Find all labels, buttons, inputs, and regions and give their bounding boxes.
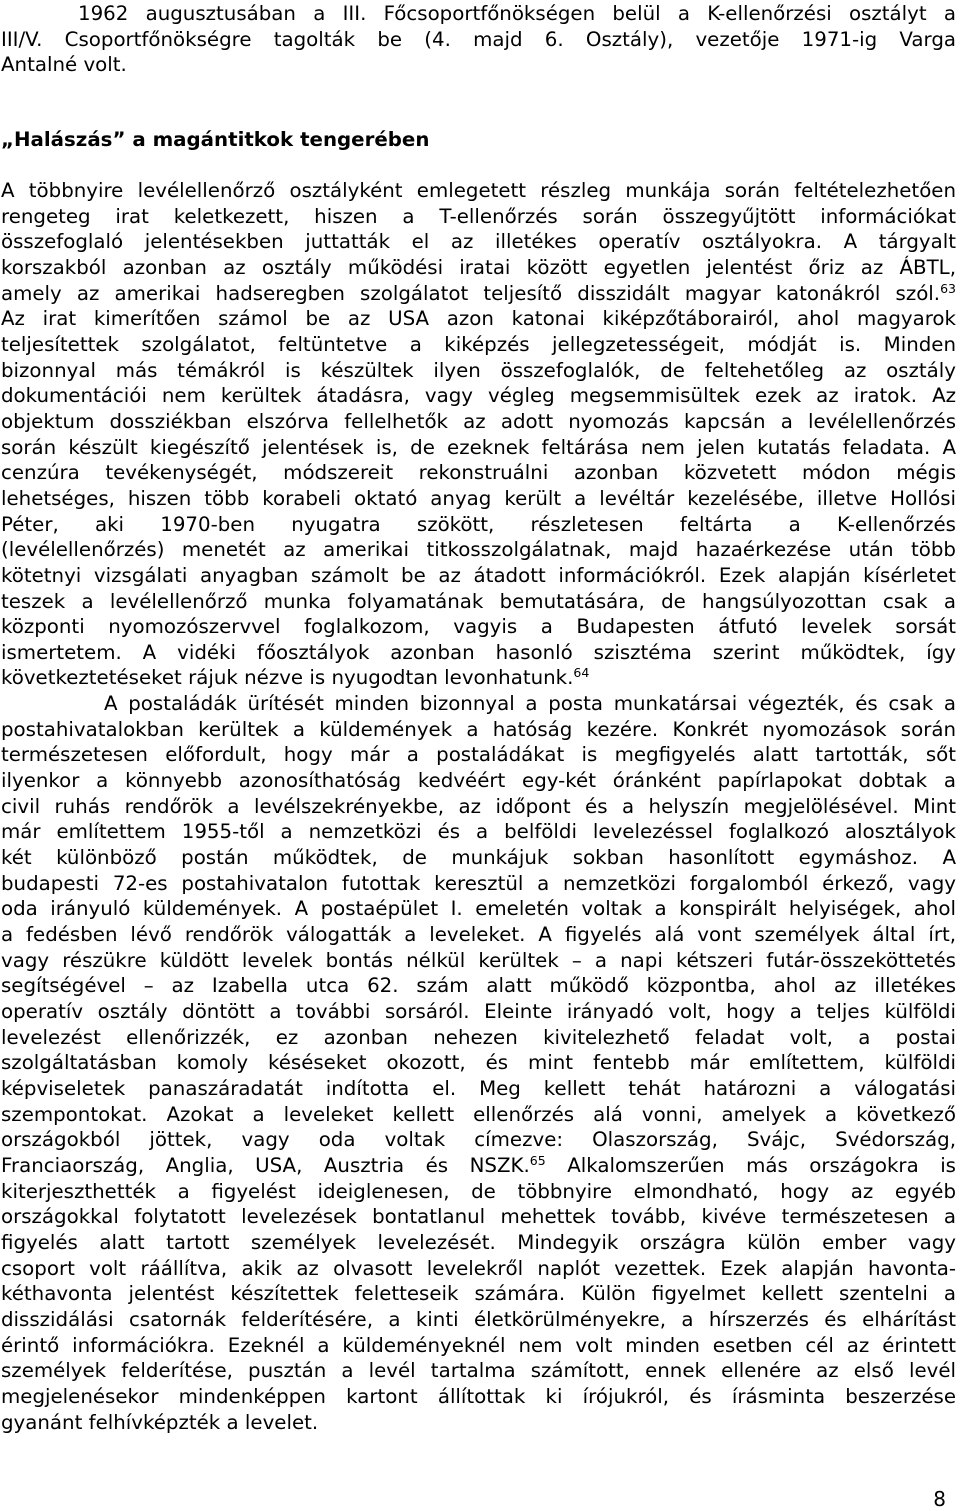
text-line: cenzúra tevékenységét, módszereit rekonstruálni azonban közvetett módon mégis bbox=[1, 461, 956, 485]
text-line: országokkal folytatott levelezések bontatlanul mehettek tovább, kivéve természetesen a bbox=[1, 1205, 956, 1229]
text-segment: következtetéseket rájuk nézve is nyugodtan levonhatunk. bbox=[1, 666, 574, 690]
text-line: gyanánt felhívképzték a levelet. bbox=[1, 1410, 319, 1434]
text-line: ilyenkor a könnyebb azonosíthatóság kedvéért egy-két óránként papírlapokat dobtak a bbox=[1, 769, 956, 793]
text-line: A postaládák ürítését minden bizonnyal a posta munkatársai végezték, és csak a bbox=[104, 692, 956, 716]
text-line: Az irat kimerítően számol be az USA azon katonai kiképzőtáborairól, ahol magyarok bbox=[1, 307, 956, 331]
text-line: természetesen előfordult, hogy már a postaládákat is megfigyelés alatt tartották, sőt bbox=[1, 743, 956, 767]
text-line: kötetnyi vizsgálati anyagban számolt be az átadott információkról. Ezek alapján kísérletet bbox=[1, 563, 956, 587]
document-page bbox=[1, 1, 956, 1435]
text-line: disszidálási csatornák felderítésére, a kinti életkörülményekre, a hírszerzés és elhárítást bbox=[1, 1307, 956, 1331]
text-line: (levélellenőrzés) menetét az amerikai titkosszolgálatnak, majd hazaérkezése után több bbox=[1, 538, 956, 562]
text-line: során készült kiegészítő jelentések is, de ezeknek feltárása nem jelen kutatás feladata. A bbox=[1, 435, 956, 459]
text-line: csoport volt ráállítva, akik az olvasott levelekről naplót vezettek. Ezek alapján havonta- bbox=[1, 1256, 956, 1280]
text-line: központi nyomozószervvel foglalkozom, vagyis a Budapesten átfutó levelek sorsát bbox=[1, 615, 956, 639]
text-line: vagy részükre küldött levelek bontás nélkül kerültek – a napi kétszeri futár-összeköttetés bbox=[1, 948, 956, 972]
text-line bbox=[1, 1153, 956, 1179]
text-segment: amely az amerikai hadseregben szolgálatot teljesítő disszidált magyar katonákról szól. bbox=[1, 281, 941, 305]
text-line: összefoglaló jelentésekben juttatták el az illetékes operatív osztályokra. A tárgyalt bbox=[1, 230, 956, 254]
text-line: két különböző postán működtek, de munkájuk sokban hasonlított egymáshoz. A bbox=[1, 846, 956, 870]
section-heading: „Halászás” a magántitkok tengerében bbox=[1, 127, 430, 151]
footnote-ref: 64 bbox=[573, 665, 590, 681]
text-line: korszakból azonban az osztály működési iratai között egyetlen jelentést őriz az ÁBTL, bbox=[1, 255, 956, 279]
text-line: III/V. Csoportfőnökségre tagolták be (4. majd 6. Osztály), vezetője 1971-ig Varga bbox=[1, 27, 956, 51]
text-line: Péter, aki 1970-ben nyugatra szökött, részletesen feltárta a K-ellenőrzés bbox=[1, 512, 956, 536]
text-line: érintő információkra. Ezeknél a küldeményeknél nem volt minden esetben cél az érintett bbox=[1, 1333, 956, 1357]
text-line: szempontokat. Azokat a leveleket kellett ellenőrzés alá vonni, amelyek a következő bbox=[1, 1102, 956, 1126]
text-line bbox=[1, 665, 956, 691]
text-line: szolgáltatásban komoly késéseket okozott, és mint fentebb már említettem, külföldi bbox=[1, 1051, 956, 1075]
text-line: már említettem 1955-től a nemzetközi és a belföldi levelezéssel foglalkozó alosztályok bbox=[1, 820, 956, 844]
text-line: képviseletek panaszáradatát indította el. Meg kellett tehát határozni a válogatási bbox=[1, 1076, 956, 1100]
text-line: rengeteg irat keletkezett, hiszen a T-ellenőrzés során összegyűjtött információkat bbox=[1, 204, 956, 228]
body-paragraph bbox=[1, 691, 956, 1435]
text-line: Antalné volt. bbox=[1, 53, 127, 77]
text-line: kiterjeszthették a figyelést ideiglenesen, de többnyire elmondható, hogy az egyéb bbox=[1, 1179, 956, 1203]
text-line: a fedésben lévő rendőrök válogatták a leveleket. A figyelés alá vont személyek által írt, bbox=[1, 923, 956, 947]
text-line: megjelenésekor mindenképpen kartont állítottak ki írójukról, és írásminta beszerzése bbox=[1, 1384, 956, 1408]
text-line: 1962 augusztusában a III. Főcsoportfőnökségen belül a K-ellenőrzési osztályt a bbox=[78, 2, 956, 25]
text-line: országokból jöttek, vagy oda voltak címezve: Olaszország, Svájc, Svédország, bbox=[1, 1128, 956, 1152]
footnote-ref: 63 bbox=[940, 280, 956, 296]
footnote-ref: 65 bbox=[529, 1152, 546, 1168]
intro-paragraph bbox=[1, 1, 956, 78]
page-number: 8 bbox=[933, 1487, 946, 1511]
text-line: A többnyire levélellenőrző osztályként emlegetett részleg munkája során feltételezhetően bbox=[1, 179, 956, 203]
text-segment: Franciaország, Anglia, USA, Ausztria és NSZK. bbox=[1, 1153, 530, 1177]
text-line bbox=[1, 281, 956, 307]
text-line: levelezést ellenőrizzék, ez azonban nehezen kivitelezhető feladat volt, a postai bbox=[1, 1025, 956, 1049]
text-line: kéthavonta jelentést készítettek feletteseik számára. Külön figyelmet kellett szentelni a bbox=[1, 1282, 956, 1306]
text-line: bizonnyal más témákról is készültek ilyen összefoglalók, de feltehetőleg az osztály bbox=[1, 358, 956, 382]
text-line: ismertetem. A vidéki főosztályok azonban hasonló szisztéma szerint működtek, így bbox=[1, 640, 956, 664]
text-line: civil ruhás rendőrök a levélszekrényekbe, az időpont és a helyszín megjelölésével. Mint bbox=[1, 794, 956, 818]
text-line: lehetséges, hiszen több korabeli oktató anyag került a levéltár kezelésébe, illetve Hollósi bbox=[1, 486, 956, 510]
body-paragraph bbox=[1, 178, 956, 691]
text-line: segítségével – az Izabella utca 62. szám alatt működő központba, ahol az illetékes bbox=[1, 974, 956, 998]
text-line: személyek felderítése, pusztán a levél tartalma számított, ennek ellenére az első levél bbox=[1, 1359, 956, 1383]
text-line: postahivatalokban kerültek a küldemények a hatóság kezére. Konkrét nyomozások során bbox=[1, 717, 956, 741]
text-line: objektum dossziékban elszórva fellelhetők az adott nyomozás kapcsán a levélellenőrzés bbox=[1, 409, 956, 433]
text-line: figyelés alatt tartott személyek levelezését. Mindegyik országra külön ember vagy bbox=[1, 1230, 956, 1254]
text-segment: Alkalomszerűen más országokra is bbox=[545, 1153, 956, 1177]
text-line: operatív osztály döntött a további sorsáról. Eleinte irányadó volt, hogy a teljes külföldi bbox=[1, 1000, 956, 1024]
text-line: dokumentációi nem kerültek átadásra, vagy végleg megsemmisültek ezek az iratok. Az bbox=[1, 384, 956, 408]
text-line: teljesítettek szolgálatot, feltüntetve a kiképzés jellegzetességeit, módját is. Minden bbox=[1, 332, 956, 356]
text-line: oda irányuló küldemények. A postaépület I. emeletén voltak a konspirált helyiségek, ahol bbox=[1, 897, 956, 921]
text-line: teszek a levélellenőrző munka folyamatának bemutatására, de hangsúlyozottan csak a bbox=[1, 589, 956, 613]
text-line: budapesti 72-es postahivatalon futottak keresztül a nemzetközi forgalomból érkező, vagy bbox=[1, 871, 956, 895]
